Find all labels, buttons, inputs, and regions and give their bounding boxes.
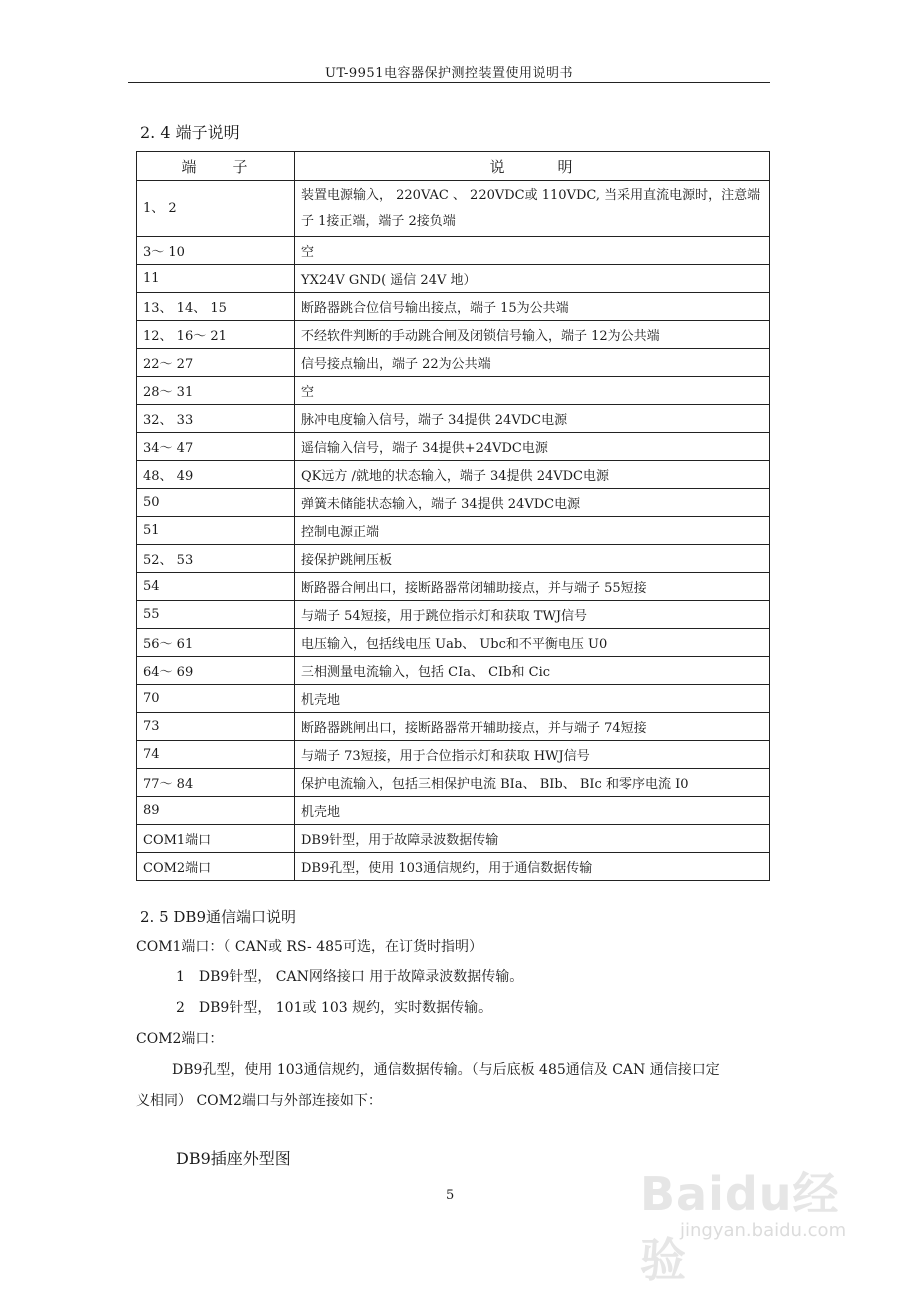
com2-paragraph-line1: DB9孔型，使用 103通信规约，通信数据传输。（与后底板 485通信及 CAN 通信接口定 [172, 1062, 720, 1078]
description-cell: 信号接点输出，端子 22为公共端 [295, 349, 770, 377]
terminal-cell: COM2端口 [137, 853, 295, 881]
figure-caption: DB9插座外型图 [176, 1149, 291, 1168]
terminal-cell: 64～ 69 [137, 657, 295, 685]
table-row [137, 573, 770, 601]
description-cell: 断路器跳闸出口，接断路器常开辅助接点，并与端子 74短接 [295, 713, 770, 741]
table-row [137, 545, 770, 573]
watermark-url: jingyan.baidu.com [680, 1220, 847, 1241]
table-row [137, 741, 770, 769]
terminal-cell: 70 [137, 685, 295, 713]
description-cell: 不经软件判断的手动跳合闸及闭锁信号输入，端子 12为公共端 [295, 321, 770, 349]
terminal-table-body [137, 181, 770, 881]
terminal-cell: 54 [137, 573, 295, 601]
watermark-logo: Baidu经验 [640, 1167, 840, 1287]
com1-item-1: 1 DB9针型， CAN网络接口 用于故障录波数据传输。 [176, 969, 524, 985]
terminal-cell: 52、 53 [137, 545, 295, 573]
terminal-cell: 32、 33 [137, 405, 295, 433]
terminal-cell: 73 [137, 713, 295, 741]
table-row [137, 321, 770, 349]
description-cell: 与端子 73短接，用于合位指示灯和获取 HWJ信号 [295, 741, 770, 769]
table-header-row [137, 152, 770, 181]
description-cell: 与端子 54短接，用于跳位指示灯和获取 TWJ信号 [295, 601, 770, 629]
table-row [137, 405, 770, 433]
description-cell: 空 [295, 377, 770, 405]
description-cell: 断路器跳合位信号输出接点，端子 15为公共端 [295, 293, 770, 321]
table-row [137, 713, 770, 741]
table-row [137, 377, 770, 405]
section-2-4-title: 2. 4 端子说明 [140, 123, 240, 142]
terminal-cell: 55 [137, 601, 295, 629]
terminal-cell: COM1端口 [137, 825, 295, 853]
terminal-cell: 74 [137, 741, 295, 769]
description-cell: DB9孔型，使用 103通信规约，用于通信数据传输 [295, 853, 770, 881]
table-row [137, 265, 770, 293]
table-row [137, 181, 770, 237]
table-row [137, 601, 770, 629]
table-row [137, 489, 770, 517]
table-row [137, 433, 770, 461]
table-row [137, 769, 770, 797]
com2-line: COM2端口： [136, 1031, 224, 1047]
terminal-cell: 77～ 84 [137, 769, 295, 797]
terminal-cell: 48、 49 [137, 461, 295, 489]
description-cell: 电压输入，包括线电压 Uab、 Ubc和不平衡电压 U0 [295, 629, 770, 657]
description-cell: 机壳地 [295, 685, 770, 713]
terminal-cell: 11 [137, 265, 295, 293]
description-cell: YX24V GND( 遥信 24V 地） [295, 265, 770, 293]
terminal-cell: 12、 16～ 21 [137, 321, 295, 349]
watermark [640, 1158, 860, 1287]
description-cell: 脉冲电度输入信号，端子 34提供 24VDC电源 [295, 405, 770, 433]
table-row [137, 685, 770, 713]
description-cell: DB9针型，用于故障录波数据传输 [295, 825, 770, 853]
description-cell: 弹簧未储能状态输入，端子 34提供 24VDC电源 [295, 489, 770, 517]
terminal-cell: 22～ 27 [137, 349, 295, 377]
terminal-cell: 51 [137, 517, 295, 545]
section-2-5-title: 2. 5 DB9通信端口说明 [140, 908, 296, 926]
description-cell: 空 [295, 237, 770, 265]
description-cell: 断路器合闸出口，接断路器常闭辅助接点，并与端子 55短接 [295, 573, 770, 601]
table-row [137, 293, 770, 321]
com2-paragraph-line2: 义相同） COM2端口与外部连接如下： [136, 1093, 382, 1109]
description-cell: 遥信输入信号，端子 34提供+24VDC电源 [295, 433, 770, 461]
com1-line: COM1端口：（ CAN或 RS- 485可选，在订货时指明） [136, 939, 483, 955]
table-row [137, 349, 770, 377]
description-cell: 控制电源正端 [295, 517, 770, 545]
description-cell: 机壳地 [295, 797, 770, 825]
description-cell: 保护电流输入，包括三相保护电流 BIa、 BIb、 BIc 和零序电流 I0 [295, 769, 770, 797]
terminal-cell: 34～ 47 [137, 433, 295, 461]
terminal-cell: 3～ 10 [137, 237, 295, 265]
col-header-terminal: 端 子 [137, 152, 295, 181]
table-row [137, 797, 770, 825]
table-row [137, 657, 770, 685]
terminal-cell: 1、 2 [137, 181, 295, 237]
description-cell: 装置电源输入， 220VAC 、 220VDC或 110VDC, 当采用直流电源时，注意端子 1接正端，端子 2接负端 [295, 181, 770, 237]
terminal-cell: 56～ 61 [137, 629, 295, 657]
document-header: UT-9951电容器保护测控装置使用说明书 [325, 66, 573, 81]
terminal-cell: 50 [137, 489, 295, 517]
page-number: 5 [446, 1188, 455, 1203]
table-row [137, 517, 770, 545]
table-row [137, 237, 770, 265]
header-divider [128, 82, 770, 83]
terminal-cell: 13、 14、 15 [137, 293, 295, 321]
table-row [137, 825, 770, 853]
description-cell: 接保护跳闸压板 [295, 545, 770, 573]
description-cell: 三相测量电流输入，包括 CIa、 CIb和 Cic [295, 657, 770, 685]
terminal-cell: 89 [137, 797, 295, 825]
table-row [137, 629, 770, 657]
terminal-table [136, 151, 770, 881]
com1-item-2: 2 DB9针型， 101或 103 规约，实时数据传输。 [176, 1000, 493, 1016]
table-row [137, 853, 770, 881]
description-cell: QK远方 /就地的状态输入，端子 34提供 24VDC电源 [295, 461, 770, 489]
table-row [137, 461, 770, 489]
col-header-description: 说 明 [295, 152, 770, 181]
terminal-cell: 28～ 31 [137, 377, 295, 405]
